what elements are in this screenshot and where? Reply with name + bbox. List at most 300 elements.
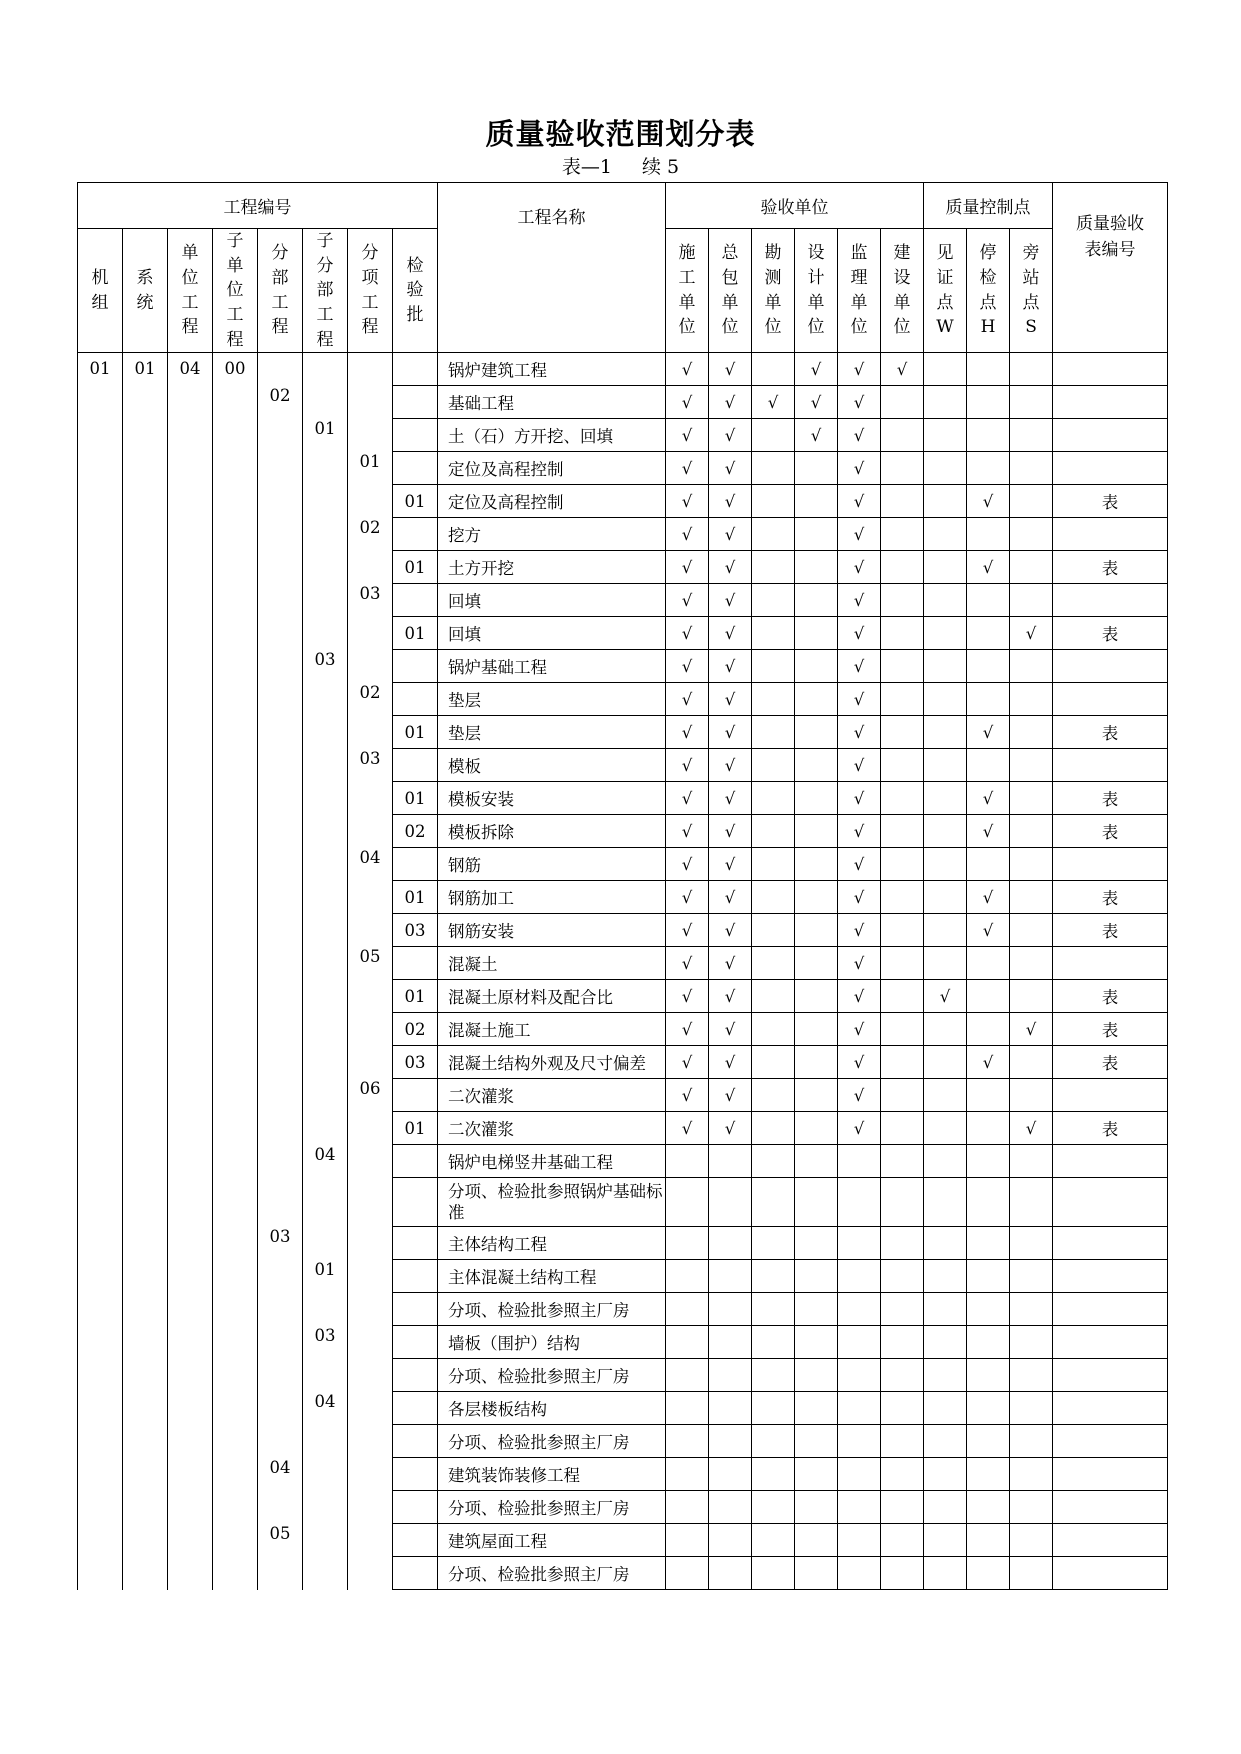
side-station-point-cell [1010, 1293, 1053, 1326]
unit-check-cell [709, 1260, 752, 1293]
unit-check-cell [795, 584, 838, 617]
unit-check-cell [881, 1326, 924, 1359]
side-station-point-cell: √ [1010, 1013, 1053, 1046]
unit-check-cell [881, 980, 924, 1013]
form-number-cell [1053, 683, 1168, 716]
unit-check-cell [752, 551, 795, 584]
side-station-point-cell [1010, 683, 1053, 716]
witness-point-cell [924, 650, 967, 683]
form-number-cell [1053, 1392, 1168, 1425]
unit-check-cell [709, 1425, 752, 1458]
hold-point-cell [967, 1178, 1010, 1227]
sub-division-code-cell [303, 749, 348, 782]
project-name-cell: 挖方 [438, 518, 666, 551]
side-station-point-cell [1010, 980, 1053, 1013]
unit-check-cell [752, 881, 795, 914]
side-station-point-cell [1010, 749, 1053, 782]
project-name-cell: 基础工程 [438, 386, 666, 419]
form-number-cell: 表 [1053, 617, 1168, 650]
unit-check-cell: √ [709, 848, 752, 881]
unit-check-cell [752, 1178, 795, 1227]
sub-item-code-cell [348, 1178, 393, 1227]
sub-division-code-cell [303, 386, 348, 419]
unit-check-cell [752, 749, 795, 782]
unit-check-cell: √ [709, 947, 752, 980]
header-project-code: 工程编号 [78, 183, 438, 229]
header-point-hold-h: 停检点H [967, 229, 1010, 353]
division-code-cell [258, 1013, 303, 1046]
project-name-cell: 土（石）方开挖、回填 [438, 419, 666, 452]
header-unit-survey: 勘测单位 [752, 229, 795, 353]
sub-item-code-cell [348, 716, 393, 749]
division-code-cell [258, 1178, 303, 1227]
unit-check-cell: √ [666, 815, 709, 848]
unit-check-cell: √ [666, 683, 709, 716]
side-station-point-cell [1010, 419, 1053, 452]
witness-point-cell [924, 1260, 967, 1293]
sub-item-code-cell [348, 617, 393, 650]
unit-check-cell [881, 1425, 924, 1458]
side-station-point-cell [1010, 551, 1053, 584]
project-name-cell: 模板拆除 [438, 815, 666, 848]
hold-point-cell [967, 947, 1010, 980]
unit-check-cell [795, 485, 838, 518]
inspection-lot-code-cell: 01 [393, 1112, 438, 1145]
unit-check-cell: √ [709, 683, 752, 716]
witness-point-cell [924, 1145, 967, 1178]
hold-point-cell [967, 353, 1010, 386]
unit-check-cell: √ [838, 650, 881, 683]
unit-check-cell: √ [709, 1112, 752, 1145]
unit-check-cell [752, 1524, 795, 1557]
hold-point-cell [967, 1491, 1010, 1524]
sub-division-code-cell [303, 1458, 348, 1491]
sub-division-code-cell: 03 [303, 1326, 348, 1359]
form-number-cell: 表 [1053, 782, 1168, 815]
division-code-cell [258, 1112, 303, 1145]
unit-check-cell [795, 782, 838, 815]
header-point-witness-w: 见证点W [924, 229, 967, 353]
unit-check-cell [709, 1227, 752, 1260]
side-station-point-cell [1010, 1260, 1053, 1293]
project-name-cell: 建筑屋面工程 [438, 1524, 666, 1557]
hold-point-cell [967, 1293, 1010, 1326]
project-name-cell: 锅炉电梯竖井基础工程 [438, 1145, 666, 1178]
hold-point-cell [967, 1425, 1010, 1458]
project-name-cell: 墙板（围护）结构 [438, 1326, 666, 1359]
unit-check-cell [795, 1178, 838, 1227]
unit-check-cell [838, 1227, 881, 1260]
unit-check-cell: √ [666, 386, 709, 419]
project-name-cell: 分项、检验批参照主厂房 [438, 1293, 666, 1326]
division-code-cell [258, 947, 303, 980]
unit-check-cell [752, 1079, 795, 1112]
sub-division-code-cell [303, 584, 348, 617]
unit-check-cell [795, 1458, 838, 1491]
project-name-cell: 分项、检验批参照主厂房 [438, 1425, 666, 1458]
unit-check-cell [666, 1145, 709, 1178]
side-station-point-cell [1010, 1227, 1053, 1260]
unit-check-cell [795, 1013, 838, 1046]
sub-item-code-cell: 02 [348, 683, 393, 716]
division-code-cell [258, 881, 303, 914]
unit-check-cell [752, 1392, 795, 1425]
unit-check-cell: √ [838, 980, 881, 1013]
hold-point-cell [967, 1557, 1010, 1590]
project-name-cell: 土方开挖 [438, 551, 666, 584]
unit-check-cell [795, 914, 838, 947]
unit-check-cell [752, 1425, 795, 1458]
inspection-lot-code-cell: 02 [393, 1013, 438, 1046]
unit-check-cell [666, 1178, 709, 1227]
sub-item-code-cell [348, 1013, 393, 1046]
form-number-cell [1053, 518, 1168, 551]
unit-check-cell [709, 1145, 752, 1178]
unit-check-cell [752, 815, 795, 848]
sub-item-code-cell: 03 [348, 584, 393, 617]
unit-check-cell [666, 1425, 709, 1458]
unit-check-cell: √ [709, 749, 752, 782]
witness-point-cell [924, 551, 967, 584]
acceptance-scope-table [77, 182, 1168, 1590]
side-station-point-cell [1010, 518, 1053, 551]
project-name-cell: 二次灌浆 [438, 1079, 666, 1112]
unit-check-cell [752, 1293, 795, 1326]
project-name-cell: 各层楼板结构 [438, 1392, 666, 1425]
unit-check-cell [881, 683, 924, 716]
inspection-lot-code-cell [393, 1491, 438, 1524]
witness-point-cell [924, 1112, 967, 1145]
unit-check-cell [752, 947, 795, 980]
division-code-cell [258, 1326, 303, 1359]
sub-item-code-cell [348, 1359, 393, 1392]
unit-check-cell [838, 1293, 881, 1326]
unit-check-cell: √ [709, 452, 752, 485]
unit-check-cell: √ [795, 386, 838, 419]
unit-check-cell: √ [666, 650, 709, 683]
hold-point-cell [967, 650, 1010, 683]
form-number-cell [1053, 1260, 1168, 1293]
hold-point-cell [967, 1359, 1010, 1392]
unit-check-cell [838, 1260, 881, 1293]
sub-item-code-cell [348, 1227, 393, 1260]
side-station-point-cell [1010, 815, 1053, 848]
form-number-cell: 表 [1053, 881, 1168, 914]
sub-division-code-cell [303, 518, 348, 551]
form-number-cell [1053, 947, 1168, 980]
unit-check-cell [881, 485, 924, 518]
inspection-lot-code-cell: 03 [393, 914, 438, 947]
hold-point-cell [967, 683, 1010, 716]
sub-item-code-cell: 03 [348, 749, 393, 782]
division-code-cell [258, 419, 303, 452]
form-number-cell [1053, 1524, 1168, 1557]
table-subtitle [0, 152, 1241, 179]
sub-division-code-cell: 01 [303, 1260, 348, 1293]
unit-check-cell [881, 551, 924, 584]
inspection-lot-code-cell: 01 [393, 551, 438, 584]
project-name-cell: 分项、检验批参照锅炉基础标准 [438, 1178, 666, 1227]
sub-division-code-cell [303, 683, 348, 716]
unit-check-cell: √ [838, 551, 881, 584]
witness-point-cell [924, 485, 967, 518]
hold-point-cell [967, 1013, 1010, 1046]
unit-check-cell: √ [666, 980, 709, 1013]
sub-item-code-cell [348, 1112, 393, 1145]
sub-division-code-cell [303, 815, 348, 848]
unit-check-cell [881, 518, 924, 551]
unit-check-cell: √ [709, 584, 752, 617]
project-name-cell: 主体结构工程 [438, 1227, 666, 1260]
unit-check-cell: √ [838, 485, 881, 518]
side-station-point-cell [1010, 848, 1053, 881]
unit-check-cell [881, 1524, 924, 1557]
witness-point-cell [924, 1326, 967, 1359]
unit-check-cell [881, 1079, 924, 1112]
project-name-cell: 钢筋 [438, 848, 666, 881]
unit-check-cell [795, 518, 838, 551]
witness-point-cell [924, 1046, 967, 1079]
project-name-cell: 二次灌浆 [438, 1112, 666, 1145]
unit-check-cell [752, 1458, 795, 1491]
unit-check-cell: √ [709, 650, 752, 683]
witness-point-cell [924, 947, 967, 980]
continuation-label: 续 5 [642, 156, 680, 178]
unit-check-cell [666, 1227, 709, 1260]
unit-check-cell: √ [838, 1112, 881, 1145]
unit-check-cell: √ [666, 551, 709, 584]
header-unit-owner: 建设单位 [881, 229, 924, 353]
table-number: 表—1 [561, 156, 612, 178]
hold-point-cell [967, 1458, 1010, 1491]
form-number-cell: 表 [1053, 1013, 1168, 1046]
unit-check-cell [752, 1046, 795, 1079]
sub-item-code-cell [348, 1458, 393, 1491]
form-number-cell [1053, 749, 1168, 782]
unit-check-cell: √ [838, 848, 881, 881]
project-name-cell: 模板安装 [438, 782, 666, 815]
unit-check-cell: √ [709, 386, 752, 419]
side-station-point-cell [1010, 716, 1053, 749]
form-number-cell [1053, 848, 1168, 881]
sub-item-code-cell [348, 419, 393, 452]
unit-check-cell [666, 1326, 709, 1359]
unit-check-cell [795, 551, 838, 584]
division-code-cell [258, 518, 303, 551]
sub-item-code-cell [348, 353, 393, 386]
division-code-cell [258, 848, 303, 881]
form-number-cell [1053, 1326, 1168, 1359]
sub-item-code-cell [348, 815, 393, 848]
form-number-cell [1053, 1557, 1168, 1590]
unit-check-cell [795, 1326, 838, 1359]
side-station-point-cell [1010, 1145, 1053, 1178]
inspection-lot-code-cell [393, 1392, 438, 1425]
hold-point-cell [967, 419, 1010, 452]
unit-check-cell [881, 848, 924, 881]
unit-check-cell [838, 1178, 881, 1227]
sub-division-code-cell [303, 1046, 348, 1079]
inspection-lot-code-cell [393, 1557, 438, 1590]
unit-check-cell [752, 1112, 795, 1145]
side-station-point-cell [1010, 1359, 1053, 1392]
unit-check-cell [752, 782, 795, 815]
division-code-cell [258, 452, 303, 485]
inspection-lot-code-cell [393, 1524, 438, 1557]
unit-check-cell: √ [666, 782, 709, 815]
unit-check-cell [795, 716, 838, 749]
hold-point-cell: √ [967, 914, 1010, 947]
unit-check-cell [881, 650, 924, 683]
unit-check-cell: √ [752, 386, 795, 419]
unit-check-cell [838, 1392, 881, 1425]
header-point-side-station-s: 旁站点S [1010, 229, 1053, 353]
division-code-cell [258, 716, 303, 749]
project-name-cell: 钢筋安装 [438, 914, 666, 947]
unit-check-cell [881, 749, 924, 782]
witness-point-cell [924, 1392, 967, 1425]
inspection-lot-code-cell [393, 584, 438, 617]
form-number-cell [1053, 1293, 1168, 1326]
form-number-cell [1053, 419, 1168, 452]
side-station-point-cell [1010, 914, 1053, 947]
unit-check-cell [795, 848, 838, 881]
hold-point-cell: √ [967, 815, 1010, 848]
sub-division-code-cell: 04 [303, 1392, 348, 1425]
unit-check-cell [795, 1046, 838, 1079]
sub-division-code-cell [303, 881, 348, 914]
unit-check-cell [666, 1359, 709, 1392]
division-code-cell [258, 782, 303, 815]
unit-check-cell [709, 1359, 752, 1392]
form-number-cell: 表 [1053, 716, 1168, 749]
side-station-point-cell [1010, 1079, 1053, 1112]
sub-division-code-cell [303, 551, 348, 584]
side-station-point-cell [1010, 1458, 1053, 1491]
unit-check-cell [666, 1557, 709, 1590]
witness-point-cell [924, 914, 967, 947]
unit-check-cell [752, 1491, 795, 1524]
unit-check-cell [881, 1013, 924, 1046]
project-name-cell: 主体混凝土结构工程 [438, 1260, 666, 1293]
unit-check-cell [881, 1458, 924, 1491]
hold-point-cell [967, 1524, 1010, 1557]
form-number-cell [1053, 1145, 1168, 1178]
unit-check-cell [881, 1293, 924, 1326]
division-code-cell [258, 1491, 303, 1524]
sub-item-code-cell [348, 1491, 393, 1524]
unit-check-cell [881, 881, 924, 914]
unit-check-cell: √ [666, 1079, 709, 1112]
inspection-lot-code-cell [393, 1326, 438, 1359]
hold-point-cell [967, 518, 1010, 551]
unit-check-cell: √ [666, 353, 709, 386]
unit-check-cell [795, 1227, 838, 1260]
witness-point-cell [924, 617, 967, 650]
inspection-lot-code-cell [393, 1458, 438, 1491]
sub-division-code-cell [303, 1079, 348, 1112]
form-number-cell [1053, 452, 1168, 485]
unit-check-cell: √ [838, 683, 881, 716]
unit-check-cell [881, 1359, 924, 1392]
hold-point-cell [967, 980, 1010, 1013]
witness-point-cell [924, 848, 967, 881]
sub-division-code-cell [303, 617, 348, 650]
unit-check-cell [795, 1392, 838, 1425]
form-number-cell [1053, 1359, 1168, 1392]
unit-check-cell [795, 1359, 838, 1392]
header-col-system: 系统 [123, 229, 168, 353]
hold-point-cell [967, 1112, 1010, 1145]
project-name-cell: 垫层 [438, 683, 666, 716]
unit-check-cell [752, 716, 795, 749]
division-code-cell [258, 914, 303, 947]
unit-check-cell: √ [838, 419, 881, 452]
sub-item-code-cell: 06 [348, 1079, 393, 1112]
inspection-lot-code-cell [393, 1293, 438, 1326]
unit-check-cell: √ [666, 1013, 709, 1046]
unit-check-cell: √ [838, 947, 881, 980]
inspection-lot-code-cell: 03 [393, 1046, 438, 1079]
unit-check-cell: √ [666, 584, 709, 617]
unit-check-cell [838, 1425, 881, 1458]
unit-check-cell [752, 1013, 795, 1046]
witness-point-cell [924, 1491, 967, 1524]
unit-check-cell: √ [795, 419, 838, 452]
sub-item-code-cell [348, 1293, 393, 1326]
division-code-cell [258, 1079, 303, 1112]
hold-point-cell [967, 452, 1010, 485]
witness-point-cell [924, 353, 967, 386]
unit-check-cell: √ [666, 716, 709, 749]
form-number-cell [1053, 1227, 1168, 1260]
inspection-lot-code-cell [393, 419, 438, 452]
sub-division-code-cell [303, 485, 348, 518]
unit-check-cell [752, 584, 795, 617]
form-number-cell [1053, 650, 1168, 683]
division-code-cell [258, 353, 303, 386]
side-station-point-cell [1010, 782, 1053, 815]
unit-check-cell [709, 1458, 752, 1491]
hold-point-cell: √ [967, 782, 1010, 815]
witness-point-cell [924, 518, 967, 551]
unit-check-cell: √ [838, 782, 881, 815]
division-code-cell: 03 [258, 1227, 303, 1260]
unit-check-cell [666, 1392, 709, 1425]
unit-check-cell [795, 452, 838, 485]
witness-point-cell [924, 1557, 967, 1590]
sub-division-code-cell [303, 716, 348, 749]
sub-item-code-cell [348, 1392, 393, 1425]
sub-division-code-cell [303, 980, 348, 1013]
unit-check-cell: √ [709, 815, 752, 848]
inspection-lot-code-cell [393, 1260, 438, 1293]
unit-check-cell [881, 1145, 924, 1178]
unit-check-cell [838, 1458, 881, 1491]
sub-item-code-cell [348, 1326, 393, 1359]
unit-check-cell [795, 947, 838, 980]
header-project-name: 工程名称 [438, 183, 666, 353]
unit-check-cell [709, 1392, 752, 1425]
sub-item-code-cell [348, 1145, 393, 1178]
hold-point-cell [967, 1079, 1010, 1112]
unit-check-cell: √ [709, 551, 752, 584]
unit-check-cell: √ [838, 881, 881, 914]
project-name-cell: 分项、检验批参照主厂房 [438, 1359, 666, 1392]
hold-point-cell [967, 1260, 1010, 1293]
sub-division-code-cell [303, 947, 348, 980]
unit-check-cell [795, 815, 838, 848]
